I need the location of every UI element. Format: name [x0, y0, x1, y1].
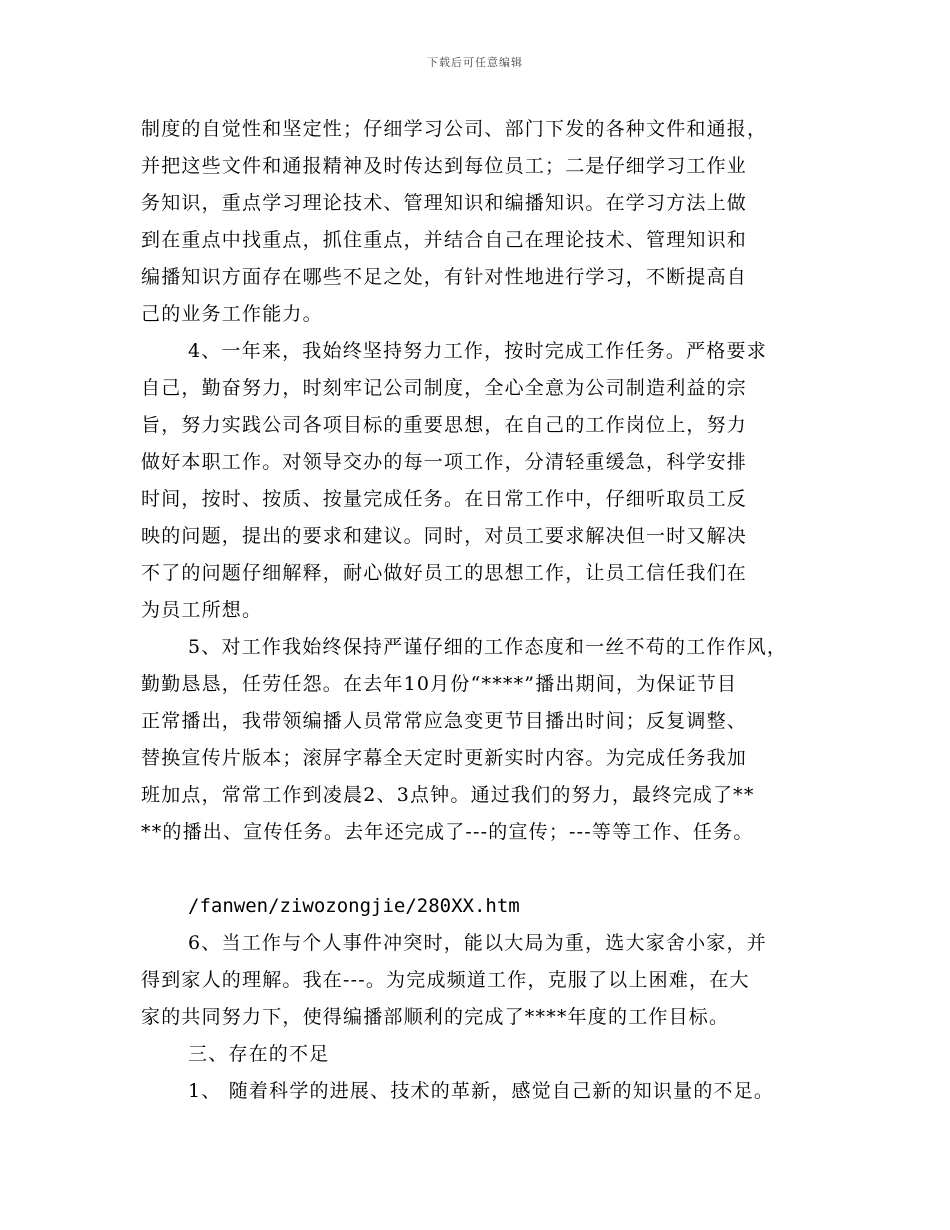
paragraph-line: 务知识，重点学习理论技术、管理知识和编播知识。在学习方法上做 — [141, 192, 748, 214]
paragraph-line: 为员工所想。 — [141, 599, 263, 621]
paragraph-line: 不了的问题仔细解释，耐心做好员工的思想工作，让员工信任我们在 — [141, 562, 748, 584]
page-header-note: 下载后可任意编辑 — [427, 56, 523, 69]
paragraph-line: 到在重点中找重点，抓住重点，并结合自己在理论技术、管理知识和 — [141, 229, 748, 251]
paragraph-line: **的播出、宣传任务。去年还完成了---的宣传；---等等工作、任务。 — [141, 821, 754, 843]
paragraph-line: 正常播出，我带领编播人员常常应急变更节目播出时间；反复调整、 — [141, 710, 748, 732]
paragraph-line: 班加点，常常工作到凌晨2、3点钟。通过我们的努力，最终完成了** — [141, 784, 755, 806]
paragraph-line: 6、当工作与个人事件冲突时，能以大局为重，选大家舍小家，并 — [188, 932, 767, 954]
paragraph-line: 家的共同努力下，使得编播部顺利的完成了****年度的工作目标。 — [141, 1006, 730, 1028]
paragraph-line: 替换宣传片版本；滚屏字幕全天定时更新实时内容。为完成任务我加 — [141, 747, 748, 769]
paragraph-line: 得到家人的理解。我在---。为完成频道工作，克服了以上困难，在大 — [141, 969, 750, 991]
paragraph-line: 勤勤恳恳，任劳任怨。在去年10月份“****”播出期间，为保证节目 — [141, 673, 738, 695]
paragraph-line: 并把这些文件和通报精神及时传达到每位员工；二是仔细学习工作业 — [141, 155, 748, 177]
paragraph-line: 时间，按时、按质、按量完成任务。在日常工作中，仔细听取员工反 — [141, 488, 748, 510]
paragraph-line: 编播知识方面存在哪些不足之处，有针对性地进行学习，不断提高自 — [141, 266, 748, 288]
paragraph-line: 制度的自觉性和坚定性；仔细学习公司、部门下发的各种文件和通报， — [141, 118, 768, 140]
url-line: /fanwen/ziwozongjie/280XX.htm — [188, 895, 520, 917]
paragraph-line: 4、一年来，我始终坚持努力工作，按时完成工作任务。严格要求 — [188, 340, 767, 362]
paragraph-line: 1、 随着科学的进展、技术的革新，感觉自己新的知识量的不足。 — [188, 1080, 775, 1102]
paragraph-line: 自己，勤奋努力，时刻牢记公司制度，全心全意为公司制造利益的宗 — [141, 377, 748, 399]
paragraph-line: 旨，努力实践公司各项目标的重要思想，在自己的工作岗位上，努力 — [141, 414, 748, 436]
paragraph-line: 映的问题，提出的要求和建议。同时，对员工要求解决但一时又解决 — [141, 525, 748, 547]
section-heading: 三、存在的不足 — [188, 1043, 330, 1065]
paragraph-line: 做好本职工作。对领导交办的每一项工作，分清轻重缓急，科学安排 — [141, 451, 748, 473]
paragraph-line: 己的业务工作能力。 — [141, 303, 323, 325]
paragraph-line: 5、对工作我始终保持严谨仔细的工作态度和一丝不苟的工作作风， — [188, 636, 788, 658]
